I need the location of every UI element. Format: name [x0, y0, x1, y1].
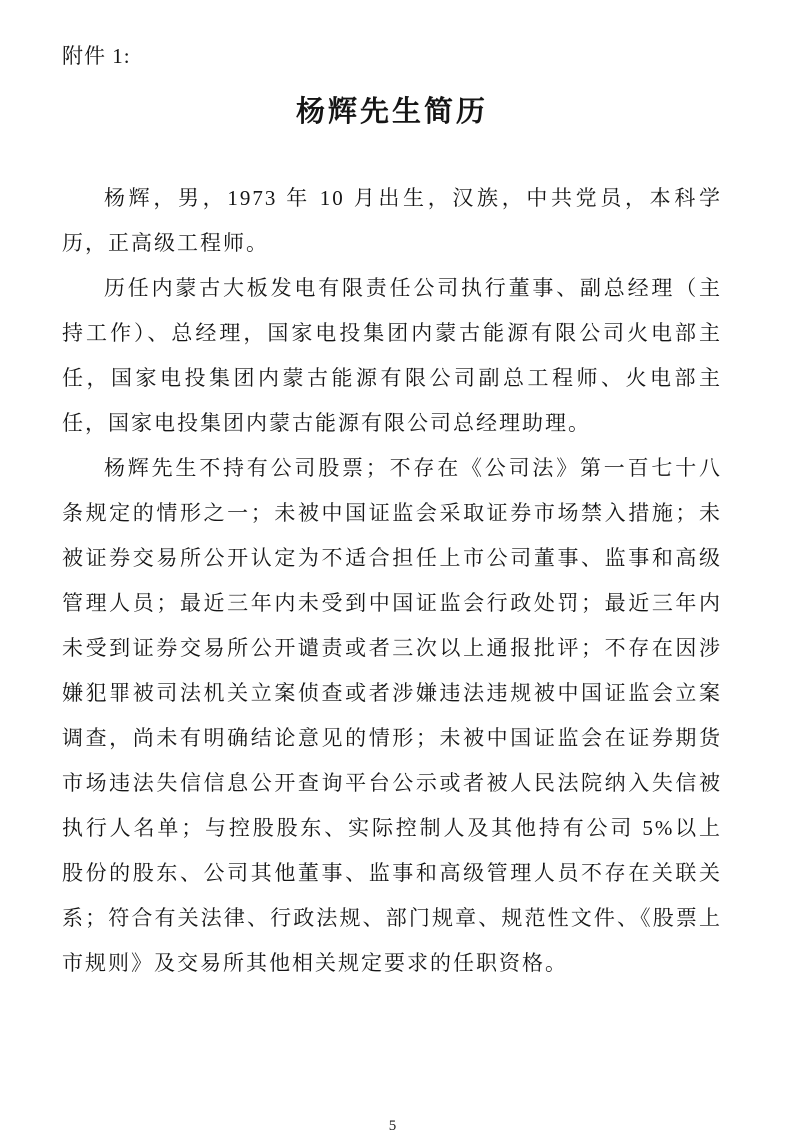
document-body: [62, 176, 722, 986]
paragraph-qualification-statement: 杨辉先生不持有公司股票；不存在《公司法》第一百七十八条规定的情形之一；未被中国证监会采取证券市场禁入措施；未被证券交易所公开认定为不适合担任上市公司董事、监事和高级管理人员；最近三年内未受到中国证监会行政处罚；最近三年内未受到证券交易所公开谴责或者三次以上通报批评；不存在因涉嫌犯罪被司法机关立案侦查或者涉嫌违法违规被中国证监会立案调查，尚未有明确结论意见的情形；未被中国证监会在证券期货市场违法失信信息公开查询平台公示或者被人民法院纳入失信被执行人名单；与控股股东、实际控制人及其他持有公司 5%以上股份的股东、公司其他董事、监事和高级管理人员不存在关联关系；符合有关法律、行政法规、部门规章、规范性文件、《股票上市规则》及交易所其他相关规定要求的任职资格。: [62, 456, 722, 975]
page-number: 5: [388, 1118, 397, 1134]
attachment-label: 附件 1:: [62, 44, 131, 68]
paragraph-career-history: 历任内蒙古大板发电有限责任公司执行董事、副总经理（主持工作）、总经理，国家电投集团内蒙古能源有限公司火电部主任，国家电投集团内蒙古能源有限公司副总工程师、火电部主任，国家电投集团内蒙古能源有限公司总经理助理。: [62, 276, 722, 435]
paragraph-basic-info: 杨辉，男，1973 年 10 月出生，汉族，中共党员，本科学历，正高级工程师。: [62, 186, 722, 255]
document-title: 杨辉先生简历: [295, 96, 488, 128]
